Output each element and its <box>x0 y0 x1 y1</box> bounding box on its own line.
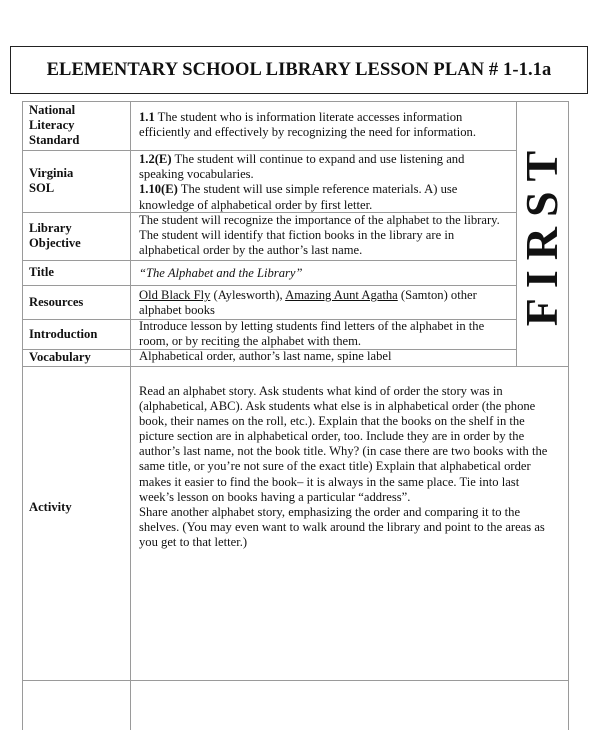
activity-content <box>131 384 561 550</box>
standard-number: 1.1 <box>139 110 155 124</box>
standard-label-line: National <box>29 103 76 117</box>
introduction-label-text: Introduction <box>29 326 98 341</box>
vocabulary-label-text: Vocabulary <box>29 350 91 365</box>
grade-label <box>516 101 568 366</box>
resources-label-text: Resources <box>29 294 84 309</box>
activity-paragraph: Read an alphabet story. Ask students what kind of order the story was in (alphabetical, ABC). Ask students what else is in alphabetical order (the phone book, their names on the roll, etc.). Explain that the books on the shelf in the picture section are in alphabetical order, too. Include they are in order by the author’s last name, not the book title. Why? (in case there are two books with the same title, or you’re not sure of the exact title) Explain that alphabetical order makes it easier to find the book– it is always in the same place. Tie into last week’s lesson on books having a particular “address”. <box>139 384 548 504</box>
resource-author: (Aylesworth), <box>210 288 286 302</box>
resources-content <box>131 288 516 318</box>
sol-content <box>131 152 516 213</box>
sol-item <box>139 182 510 212</box>
sol-number: 1.2(E) <box>139 152 172 166</box>
vocabulary-content <box>131 349 516 364</box>
sol-number: 1.10(E) <box>139 182 178 197</box>
row-divider <box>22 150 516 151</box>
standard-text: The student who is information literate accesses information efficiently and effectively by recognizing the need for information. <box>139 110 476 140</box>
sol-item <box>139 152 510 182</box>
objective-text: The student will recognize the importance of the alphabet to the library. The student will identify that fiction books in the library are in alphabetical order by the author’s last name. <box>139 213 500 258</box>
sol-label-line: Virginia <box>29 166 74 180</box>
row-divider <box>22 680 569 681</box>
standard-content <box>131 110 516 140</box>
objective-label-line: Objective <box>29 236 81 251</box>
resource-book-title: Amazing Aunt Agatha <box>285 288 398 302</box>
objective-label <box>23 221 130 251</box>
grade-label-text: FIRST <box>516 140 568 327</box>
standard-label-line: Standard <box>29 133 80 148</box>
objective-label-line: Library <box>29 221 72 235</box>
introduction-content <box>131 319 516 349</box>
resource-author: (Samton) other alphabet books <box>139 288 477 318</box>
sol-label-line: SOL <box>29 181 55 196</box>
introduction-label <box>23 320 130 349</box>
sol-label <box>23 166 130 196</box>
activity-label-text: Activity <box>29 500 72 515</box>
title-row-content <box>131 266 516 281</box>
vocabulary-text: Alphabetical order, author’s last name, spine label <box>139 349 392 363</box>
title-row-label-text: Title <box>29 265 54 280</box>
title-text: ELEMENTARY SCHOOL LIBRARY LESSON PLAN # 1-1.1a <box>46 59 552 80</box>
lesson-plan-title <box>10 46 588 94</box>
resources-label <box>23 286 130 319</box>
objective-content <box>131 213 516 259</box>
standard-label <box>23 102 130 150</box>
lesson-title-text: “The Alphabet and the Library” <box>139 266 303 280</box>
activity-label <box>23 367 130 649</box>
resource-book-title: Old Black Fly <box>139 288 211 302</box>
sol-text: The student will use simple reference materials. A) use knowledge of alphabetical order by first letter. <box>139 182 458 212</box>
standard-label-line: Literacy <box>29 118 75 133</box>
vocabulary-label <box>23 350 130 366</box>
sol-text: The student will continue to expand and use listening and speaking vocabularies. <box>139 152 465 182</box>
activity-paragraph: Share another alphabet story, emphasizing the order and comparing it to the shelves. (You may even want to walk around the library and point to the areas as you get to that letter.) <box>139 504 545 549</box>
title-row-label <box>23 261 130 285</box>
introduction-text: Introduce lesson by letting students find letters of the alphabet in the room, or by reciting the alphabet with them. <box>139 319 485 349</box>
